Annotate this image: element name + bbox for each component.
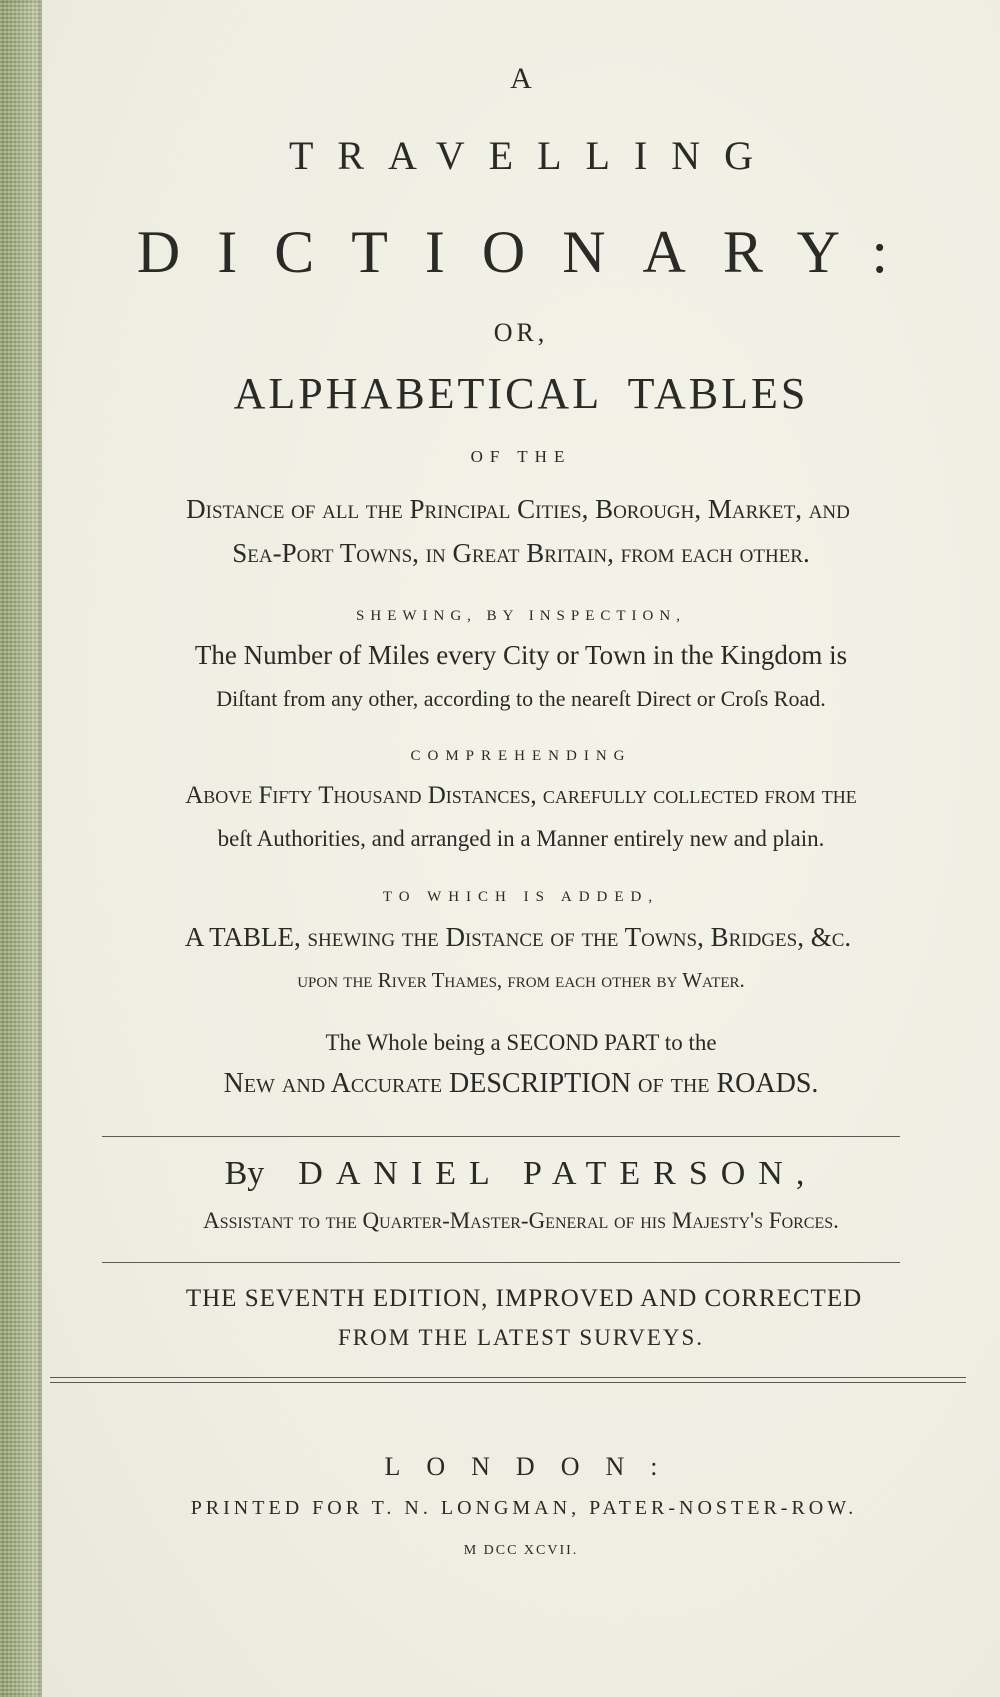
author-by: By xyxy=(224,1155,265,1192)
distances-paragraph-line-2: beſt Authorities, and arranged in a Manner entirely new and plain. xyxy=(217,826,825,851)
thames-paragraph-line-2: upon the River Thames, from each other by Water. xyxy=(297,968,745,992)
edition-line-2: FROM THE LATEST SURVEYS. xyxy=(337,1325,705,1350)
imprint-printer: PRINTED FOR T. N. LONGMAN, PATER-NOSTER-ROW. xyxy=(190,1497,858,1519)
title-article: A xyxy=(510,62,532,95)
imprint-year: M DCC XCVII. xyxy=(463,1543,579,1558)
divider-rule xyxy=(102,1262,900,1263)
distance-paragraph-line-1: Diſtance of all the Principal Cities, Borough, Market, and xyxy=(186,494,850,524)
edition-line-1: THE SEVENTH EDITION, IMPROVED AND CORRECTED xyxy=(185,1285,863,1312)
thames-paragraph-line-1: A TABLE, ſhewing the Diſtance of the Towns, Bridges, &c. xyxy=(184,922,852,952)
miles-paragraph-line-2: Diſtant from any other, according to the neareſt Direct or Croſs Road. xyxy=(216,686,826,711)
second-part-line-1: The Whole being a SECOND PART to the xyxy=(325,1030,717,1055)
title-page xyxy=(42,0,1000,1697)
shewing-heading: SHEWING, BY INSPECTION, xyxy=(356,608,686,624)
divider-rule xyxy=(102,1136,900,1137)
to-which-heading: TO WHICH IS ADDED, xyxy=(382,889,660,905)
author-title: Assistant to the Quarter-Master-General of his Majeſty's Forces. xyxy=(203,1208,839,1233)
title-line-alphabetical: ALPHABETICAL TABLES xyxy=(233,369,809,418)
author-line xyxy=(42,1155,1000,1193)
title-line-travelling: TRAVELLING xyxy=(288,133,778,178)
distance-paragraph-line-2: Sea-Port Towns, in Great Britain, from each other. xyxy=(232,538,810,568)
title-line-of-the: OF THE xyxy=(470,447,572,466)
second-part-line-2: New and Accurate DESCRIPTION of the ROADS. xyxy=(223,1068,819,1099)
comprehending-heading: COMPREHENDING xyxy=(410,748,632,764)
divider-double-rule xyxy=(50,1377,966,1378)
miles-paragraph-line-1: The Number of Miles every City or Town in the Kingdom is xyxy=(194,640,848,670)
title-line-or: OR, xyxy=(493,318,549,347)
author-name: DANIEL PATERSON, xyxy=(298,1155,818,1192)
distances-paragraph-line-1: Above Fifty Thousand Distances, carefully collected from the xyxy=(185,782,857,809)
imprint-city: LONDON: xyxy=(384,1452,684,1481)
title-line-dictionary: DICTIONARY: xyxy=(136,219,926,285)
